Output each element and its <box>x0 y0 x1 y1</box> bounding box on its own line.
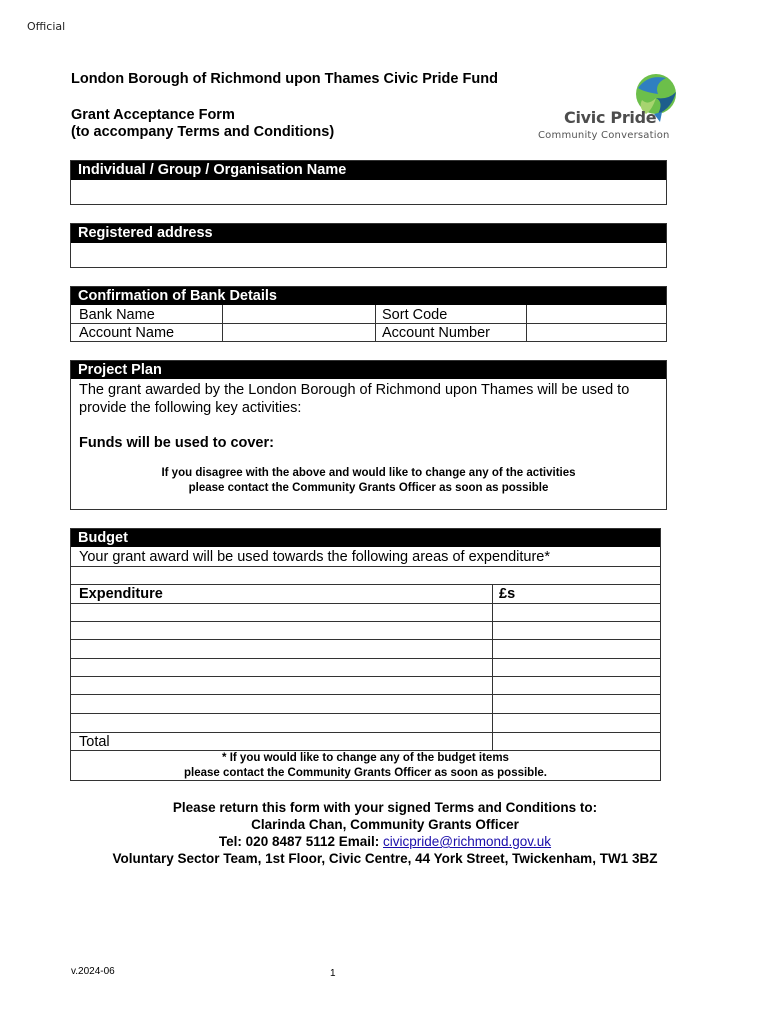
account-name-label: Account Name <box>79 325 175 341</box>
expenditure-column-header: Expenditure <box>79 586 163 602</box>
amount-column-header: £s <box>499 586 516 602</box>
budget-col-divider <box>492 584 493 750</box>
form-title: Grant Acceptance Form <box>71 107 235 123</box>
bank-details-heading: Confirmation of Bank Details <box>71 287 666 305</box>
project-plan-section <box>70 360 667 510</box>
bank-col-divider-1 <box>222 305 223 341</box>
document-title: London Borough of Richmond upon Thames Civic Pride Fund <box>71 71 498 87</box>
organisation-name-section <box>70 160 667 205</box>
project-plan-heading: Project Plan <box>71 361 666 379</box>
logo-tagline: Community Conversation <box>538 130 670 141</box>
registered-address-field[interactable] <box>71 243 666 267</box>
account-number-field[interactable] <box>528 324 665 341</box>
budget-section <box>70 528 661 781</box>
version-label: v.2024-06 <box>71 966 115 977</box>
project-intro-line-1: The grant awarded by the London Borough of Richmond upon Thames will be used to <box>79 382 630 398</box>
bank-details-section <box>70 286 667 342</box>
organisation-name-field[interactable] <box>71 180 666 204</box>
logo-name: Civic Pride <box>564 108 657 127</box>
contact-name: Clarinda Chan, Community Grants Officer <box>251 817 519 832</box>
budget-row-4[interactable] <box>73 659 491 676</box>
contact-email-link[interactable]: civicpride@richmond.gov.uk <box>383 834 552 849</box>
organisation-name-heading: Individual / Group / Organisation Name <box>71 161 666 180</box>
budget-row-6[interactable] <box>73 695 491 712</box>
civic-pride-logo <box>536 70 676 150</box>
bank-col-divider-3 <box>526 305 527 341</box>
bank-col-divider-2 <box>375 305 376 341</box>
budget-row-1[interactable] <box>73 604 491 621</box>
form-subtitle: (to accompany Terms and Conditions) <box>71 124 335 140</box>
budget-note-line-1: * If you would like to change any of the budget items <box>222 752 509 764</box>
budget-line-10 <box>71 732 660 733</box>
budget-row-5[interactable] <box>73 677 491 694</box>
registered-address-heading: Registered address <box>71 224 666 243</box>
return-instruction: Please return this form with your signed Terms and Conditions to: <box>172 800 598 815</box>
bank-name-field[interactable] <box>224 306 374 323</box>
sort-code-label: Sort Code <box>382 307 448 323</box>
contact-address: Voluntary Sector Team, 1st Floor, Civic Centre, 44 York Street, Twickenham, TW1 3BZ <box>112 851 658 866</box>
project-note-line-1: If you disagree with the above and would like to change any of the activities <box>161 467 576 479</box>
account-name-field[interactable] <box>224 324 374 341</box>
budget-note-line-2: please contact the Community Grants Officer as soon as possible. <box>184 767 547 779</box>
budget-heading: Budget <box>71 529 660 547</box>
project-note-line-2: please contact the Community Grants Officer as soon as possible <box>188 482 549 494</box>
budget-row-7[interactable] <box>73 714 491 731</box>
budget-row-3[interactable] <box>73 640 491 657</box>
account-number-label: Account Number <box>382 325 490 341</box>
bank-name-label: Bank Name <box>79 307 155 323</box>
contact-details <box>0 833 770 850</box>
contact-tel: Tel: 020 8487 5112 Email: <box>218 834 384 849</box>
page-number: 1 <box>330 968 336 979</box>
sort-code-field[interactable] <box>528 306 665 323</box>
funds-label: Funds will be used to cover: <box>79 435 274 451</box>
budget-row-2[interactable] <box>73 622 491 639</box>
registered-address-section <box>70 223 667 268</box>
project-intro-line-2: provide the following key activities: <box>79 400 302 416</box>
budget-line-1 <box>71 566 660 567</box>
budget-intro: Your grant award will be used towards the following areas of expenditure* <box>79 549 550 565</box>
classification-label: Official <box>27 20 66 33</box>
budget-total-label: Total <box>79 734 110 750</box>
